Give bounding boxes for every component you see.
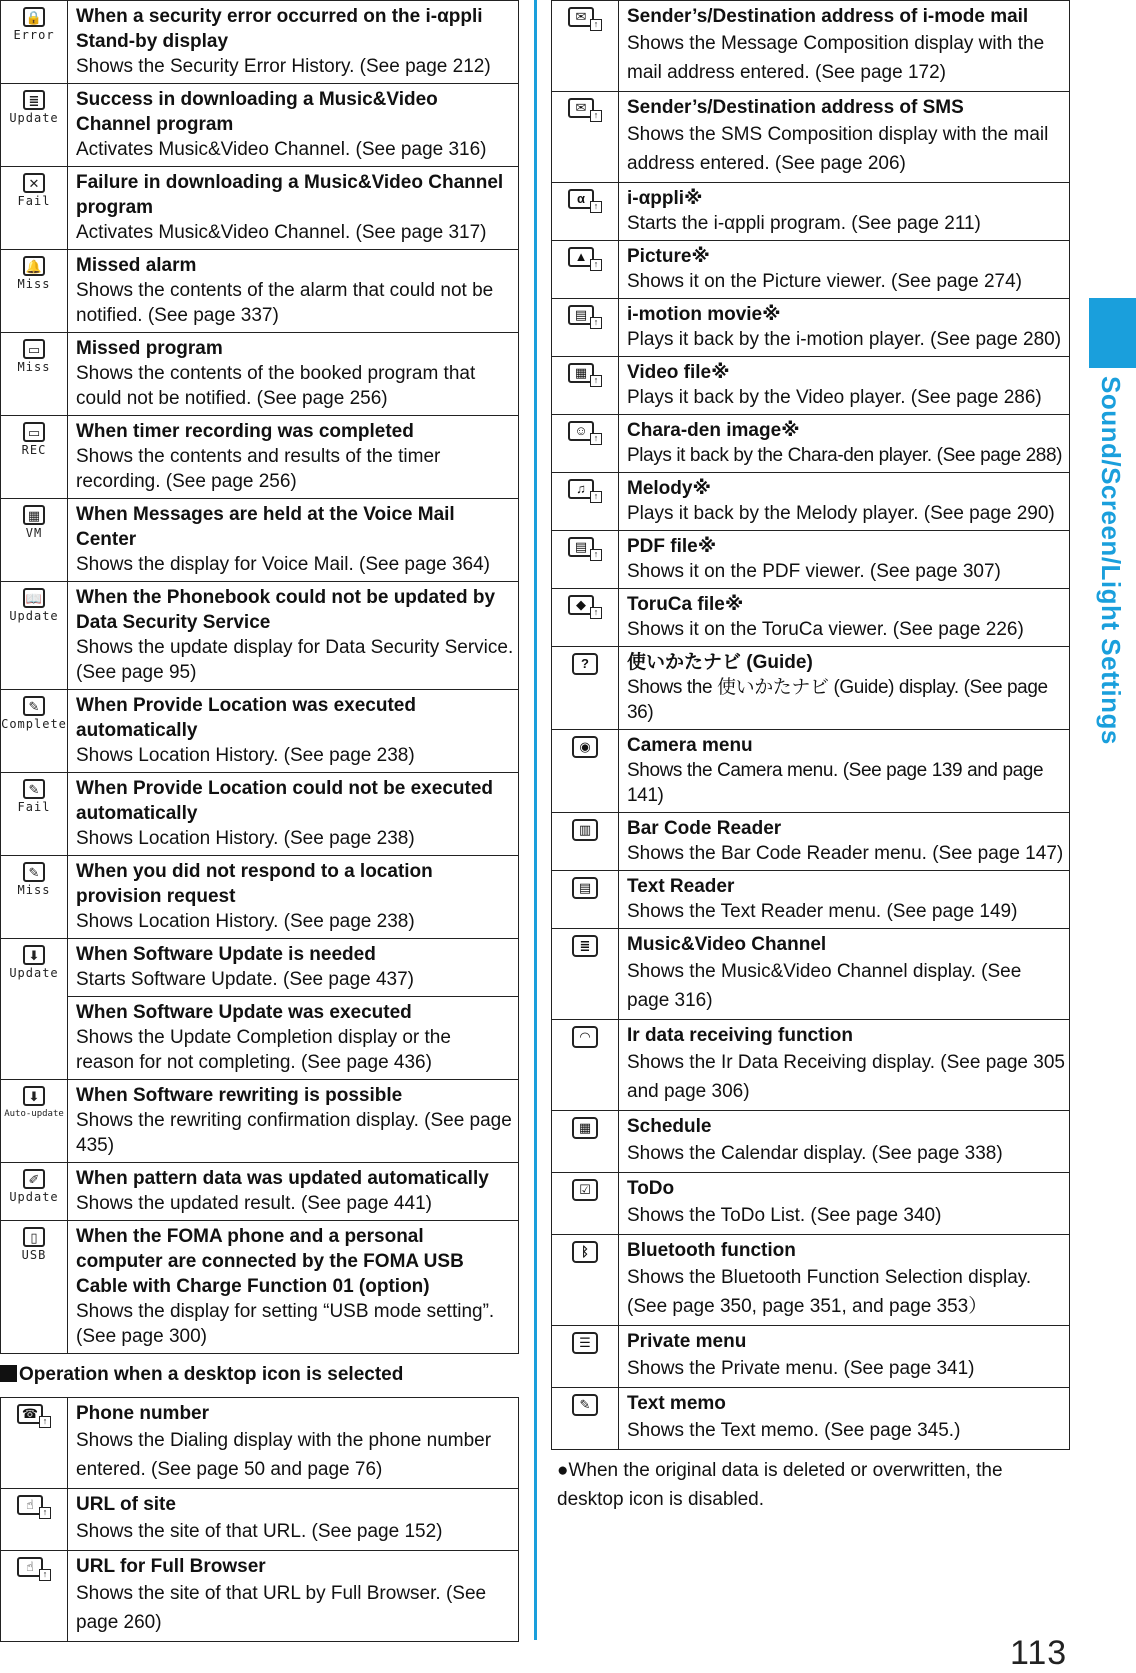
section-heading: Operation when a desktop icon is selected	[0, 1361, 519, 1389]
description-cell	[619, 183, 1070, 241]
chara-den-icon: ☺ ↑	[568, 421, 602, 445]
entry-description: Shows the contents of the alarm that could not be notified. (See page 337)	[76, 280, 494, 326]
description-cell	[619, 299, 1070, 357]
software-update-icon: ⬇ Update	[9, 945, 58, 980]
table-row	[552, 415, 1070, 473]
icon-cell	[1, 582, 68, 690]
entry-description: Shows the Private menu. (See page 341)	[627, 1358, 975, 1379]
entry-description: Shows it on the Picture viewer. (See page 274)	[627, 271, 1023, 292]
entry-description: Plays it back by the i-motion player. (See page 280)	[627, 329, 1062, 350]
location-complete-icon: ✎ Complete	[1, 696, 67, 731]
entry-description: Plays it back by the Melody player. (See page 290)	[627, 503, 1055, 524]
entry-title: Sender’s/Destination address of i-mode mail	[627, 6, 1029, 27]
table-row	[552, 1326, 1070, 1388]
description-cell	[68, 250, 519, 333]
pattern-update-icon: ✐ Update	[9, 1169, 58, 1204]
table-row	[552, 1111, 1070, 1173]
icon-cell	[1, 690, 68, 773]
table-row	[1, 1551, 519, 1642]
entry-title: Success in downloading a Music&Video Channel program	[76, 89, 438, 135]
entry-description: Plays it back by the Video player. (See page 286)	[627, 387, 1042, 408]
description-cell	[619, 647, 1070, 730]
entry-title: When pattern data was updated automatically	[76, 1168, 489, 1189]
table-row	[1, 167, 519, 250]
schedule-icon: ▦	[572, 1117, 598, 1139]
entry-title: When timer recording was completed	[76, 421, 414, 442]
description-cell	[619, 871, 1070, 929]
table-row	[1, 1221, 519, 1354]
entry-description: Shows the updated result. (See page 441)	[76, 1193, 432, 1214]
table-row	[552, 241, 1070, 299]
description-cell	[68, 84, 519, 167]
entry-description: Shows the Update Completion display or the reason for not completing. (See page 436)	[76, 1027, 451, 1073]
icon-cell	[552, 1388, 619, 1450]
entry-description: Shows the Bar Code Reader menu. (See page 147)	[627, 843, 1064, 864]
description-cell	[619, 1173, 1070, 1235]
bluetooth-icon: ᛒ	[572, 1241, 598, 1263]
table-row	[552, 647, 1070, 730]
icon-cell	[552, 531, 619, 589]
entry-title: i-αppli※	[627, 188, 703, 209]
entry-description: Shows the Calendar display. (See page 338)	[627, 1143, 1003, 1164]
desktop-icon-table-left	[0, 1397, 519, 1642]
description-cell	[68, 997, 519, 1080]
entry-title: When you did not respond to a location provision request	[76, 861, 433, 907]
entry-description: Shows the ToDo List. (See page 340)	[627, 1205, 942, 1226]
table-row	[552, 183, 1070, 241]
description-cell	[68, 1398, 519, 1489]
melody-icon: ♫ ↑	[568, 479, 602, 503]
description-cell	[619, 531, 1070, 589]
icon-cell	[552, 473, 619, 531]
entry-title: Text memo	[627, 1393, 726, 1414]
entry-description: Shows Location History. (See page 238)	[76, 745, 415, 766]
table-row	[1, 499, 519, 582]
table-row	[552, 871, 1070, 929]
table-row	[1, 856, 519, 939]
table-row	[552, 357, 1070, 415]
todo-icon: ☑	[572, 1179, 598, 1201]
entry-title: Ir data receiving function	[627, 1025, 853, 1046]
entry-title: ToDo	[627, 1178, 675, 1199]
rec-icon: ▭ REC	[22, 422, 47, 457]
icon-cell	[1, 773, 68, 856]
entry-title: When Software Update was executed	[76, 1002, 412, 1023]
table-row	[552, 813, 1070, 871]
missed-program-icon: ▭ Miss	[18, 339, 51, 374]
icon-cell	[552, 871, 619, 929]
entry-description: Shows the Bluetooth Function Selection display. (See page 350, page 351, and page 353）	[627, 1267, 1032, 1317]
entry-description: Shows the Ir Data Receiving display. (See page 305 and page 306)	[627, 1052, 1065, 1102]
description-cell	[619, 1111, 1070, 1173]
private-menu-icon: ☰	[572, 1332, 598, 1354]
entry-description: Starts Software Update. (See page 437)	[76, 969, 414, 990]
description-cell	[619, 1, 1070, 92]
entry-description: Shows the rewriting confirmation display. (See page 435)	[76, 1110, 512, 1156]
icon-cell	[1, 856, 68, 939]
description-cell	[619, 813, 1070, 871]
icon-cell	[1, 250, 68, 333]
entry-description: Shows it on the PDF viewer. (See page 307)	[627, 561, 1001, 582]
table-row	[552, 473, 1070, 531]
description-cell	[68, 1221, 519, 1354]
entry-description: Shows the contents of the booked program that could not be notified. (See page 256)	[76, 363, 476, 409]
description-cell	[68, 1163, 519, 1221]
table-row	[1, 1163, 519, 1221]
description-cell	[619, 1235, 1070, 1326]
ir-data-icon: ◠	[572, 1026, 598, 1048]
entry-title: Camera menu	[627, 735, 753, 756]
location-miss-icon: ✎ Miss	[18, 862, 51, 897]
description-cell	[68, 167, 519, 250]
description-cell	[619, 473, 1070, 531]
table-row	[552, 929, 1070, 1020]
imotion-icon: ▤ ↑	[568, 305, 602, 329]
description-cell	[68, 773, 519, 856]
missed-alarm-icon: 🔔 Miss	[18, 256, 51, 291]
table-row	[1, 1489, 519, 1551]
icon-cell	[1, 1163, 68, 1221]
url-site-icon: ☝ ↑	[17, 1495, 51, 1519]
table-row	[1, 1, 519, 84]
entry-description: Shows it on the ToruCa viewer. (See page 226)	[627, 619, 1024, 640]
url-full-browser-icon: ☝ ↑	[17, 1557, 51, 1581]
icon-cell	[552, 1173, 619, 1235]
entry-title: PDF file※	[627, 536, 717, 557]
description-cell	[68, 416, 519, 499]
icon-cell	[1, 1221, 68, 1354]
phone-number-icon: ☎ ↑	[17, 1404, 51, 1428]
page-number: 113	[1010, 1634, 1068, 1672]
description-cell	[619, 730, 1070, 813]
error-icon: 🔒 Error	[13, 7, 54, 42]
entry-description: Shows Location History. (See page 238)	[76, 828, 415, 849]
icon-cell	[552, 1235, 619, 1326]
entry-description: Shows the Text memo. (See page 345.)	[627, 1420, 961, 1441]
table-row	[552, 1388, 1070, 1450]
icon-cell	[552, 647, 619, 730]
voice-mail-icon: ▦ VM	[23, 505, 45, 540]
entry-description: Plays it back by the Chara-den player. (See page 288)	[627, 445, 1063, 466]
icon-cell	[1, 1551, 68, 1642]
entry-title: When the FOMA phone and a personal computer are connected by the FOMA USB Cable with Charge Function 01 (option)	[76, 1226, 464, 1297]
description-cell	[619, 357, 1070, 415]
table-row	[1, 250, 519, 333]
picture-icon: ▲ ↑	[568, 247, 602, 271]
entry-description: Shows the Dialing display with the phone number entered. (See page 50 and page 76)	[76, 1430, 492, 1480]
entry-title: Failure in downloading a Music&Video Channel program	[76, 172, 504, 218]
fail-icon: ✕ Fail	[18, 173, 51, 208]
entry-title: When Provide Location could not be executed automatically	[76, 778, 493, 824]
icon-cell	[552, 415, 619, 473]
icon-cell	[1, 333, 68, 416]
icon-cell	[552, 1020, 619, 1111]
desktop-icon-table-right	[551, 0, 1070, 1450]
description-cell	[619, 589, 1070, 647]
table-row	[552, 299, 1070, 357]
entry-title: When Messages are held at the Voice Mail Center	[76, 504, 455, 550]
entry-description: Shows the contents and results of the timer recording. (See page 256)	[76, 446, 441, 492]
icon-cell	[1, 1080, 68, 1163]
entry-title: Missed program	[76, 338, 223, 359]
chapter-tab-marker	[1089, 298, 1136, 368]
entry-title: When Software rewriting is possible	[76, 1085, 403, 1106]
entry-description: Shows the Music&Video Channel display. (See page 316)	[627, 961, 1022, 1011]
iappli-icon: α ↑	[568, 189, 602, 213]
icon-cell	[1, 1489, 68, 1551]
entry-description: Shows the update display for Data Security Service. (See page 95)	[76, 637, 514, 683]
entry-description: Shows the Security Error History. (See page 212)	[76, 56, 491, 77]
description-cell	[68, 1489, 519, 1551]
entry-title: Missed alarm	[76, 255, 197, 276]
update-icon: ≣ Update	[9, 90, 58, 125]
entry-title: ToruCa file※	[627, 594, 744, 615]
icon-cell	[1, 84, 68, 167]
icon-cell	[1, 167, 68, 250]
camera-icon: ◉	[572, 736, 598, 758]
sms-icon: ✉ ↑	[568, 98, 602, 122]
imode-mail-icon: ✉ ↑	[568, 7, 602, 31]
right-column	[551, 0, 1070, 1514]
table-row	[552, 589, 1070, 647]
description-cell	[619, 415, 1070, 473]
table-row	[1, 939, 519, 997]
entry-description: Shows the 使いかたナビ (Guide) display. (See page 36)	[627, 677, 1048, 723]
entry-title: When the Phonebook could not be updated by Data Security Service	[76, 587, 496, 633]
table-row	[552, 1020, 1070, 1111]
music-video-icon: ≣	[572, 935, 598, 957]
table-row	[552, 1235, 1070, 1326]
table-row	[1, 1398, 519, 1489]
table-row	[1, 690, 519, 773]
entry-title: When Software Update is needed	[76, 944, 376, 965]
description-cell	[68, 1, 519, 84]
pdf-icon: ▤ ↑	[568, 537, 602, 561]
icon-cell	[1, 1, 68, 84]
entry-title: Phone number	[76, 1403, 210, 1424]
description-cell	[619, 1020, 1070, 1111]
icon-cell	[552, 730, 619, 813]
auto-update-icon: ⬇ Auto-update	[4, 1086, 64, 1121]
icon-cell	[552, 241, 619, 299]
entry-title: URL of site	[76, 1494, 176, 1515]
icon-cell	[552, 929, 619, 1020]
icon-cell	[1, 416, 68, 499]
icon-cell	[552, 1111, 619, 1173]
description-cell	[68, 939, 519, 997]
table-row	[1, 997, 519, 1080]
icon-cell	[1, 1398, 68, 1489]
phonebook-update-icon: 📖 Update	[9, 588, 58, 623]
entry-title: Melody※	[627, 478, 711, 499]
toruca-icon: ◆ ↑	[568, 595, 602, 619]
entry-description: Shows the site of that URL. (See page 152)	[76, 1521, 443, 1542]
location-fail-icon: ✎ Fail	[18, 779, 51, 814]
entry-description: Shows the site of that URL by Full Browser. (See page 260)	[76, 1583, 487, 1633]
table-row	[552, 1173, 1070, 1235]
description-cell	[68, 1080, 519, 1163]
section-square-icon	[0, 1365, 17, 1382]
description-cell	[619, 1388, 1070, 1450]
table-row	[1, 582, 519, 690]
usb-icon: ▯ USB	[22, 1227, 47, 1262]
description-cell	[68, 856, 519, 939]
description-cell	[619, 241, 1070, 299]
entry-title: Text Reader	[627, 876, 735, 897]
description-cell	[68, 582, 519, 690]
entry-title: URL for Full Browser	[76, 1556, 266, 1577]
entry-title: Chara-den image※	[627, 420, 800, 441]
left-column	[0, 0, 519, 1642]
entry-title: Bluetooth function	[627, 1240, 796, 1261]
entry-title: Schedule	[627, 1116, 712, 1137]
standby-icon-table	[0, 0, 519, 1354]
entry-description: Shows the Message Composition display with the mail address entered. (See page 172)	[627, 33, 1045, 83]
entry-description: Shows Location History. (See page 238)	[76, 911, 415, 932]
entry-title: When a security error occurred on the i-αppli Stand-by display	[76, 6, 483, 52]
entry-description: Shows the Text Reader menu. (See page 149)	[627, 901, 1018, 922]
note-text: ●When the original data is deleted or overwritten, the desktop icon is disabled.	[557, 1460, 1003, 1510]
icon-cell	[552, 357, 619, 415]
table-row	[1, 773, 519, 856]
entry-description: Activates Music&Video Channel. (See page 317)	[76, 222, 487, 243]
description-cell	[68, 690, 519, 773]
bar-code-icon: ▥	[572, 819, 598, 841]
entry-description: Shows the display for Voice Mail. (See page 364)	[76, 554, 491, 575]
column-divider-line	[534, 0, 537, 1640]
table-row	[552, 1, 1070, 92]
entry-description: Activates Music&Video Channel. (See page 316)	[76, 139, 487, 160]
entry-description: Shows the SMS Composition display with the mail address entered. (See page 206)	[627, 124, 1049, 174]
icon-cell	[552, 92, 619, 183]
table-row	[1, 416, 519, 499]
icon-cell	[1, 939, 68, 1080]
chapter-title: Sound/Screen/Light Settings	[1096, 376, 1126, 745]
entry-title: Sender’s/Destination address of SMS	[627, 97, 964, 118]
table-row	[552, 730, 1070, 813]
description-cell	[68, 499, 519, 582]
icon-cell	[552, 813, 619, 871]
table-row	[1, 84, 519, 167]
description-cell	[68, 333, 519, 416]
entry-title: Bar Code Reader	[627, 818, 782, 839]
table-row	[1, 1080, 519, 1163]
description-cell	[68, 1551, 519, 1642]
entry-description: Starts the i-αppli program. (See page 211)	[627, 213, 981, 234]
entry-title: Video file※	[627, 362, 730, 383]
description-cell	[619, 92, 1070, 183]
icon-cell	[552, 1, 619, 92]
entry-title: Music&Video Channel	[627, 934, 827, 955]
table-row	[1, 333, 519, 416]
icon-cell	[552, 183, 619, 241]
text-reader-icon: ▤	[572, 877, 598, 899]
entry-description: Shows the Camera menu. (See page 139 and page 141)	[627, 760, 1044, 806]
text-memo-icon: ✎	[572, 1394, 598, 1416]
table-row	[552, 92, 1070, 183]
entry-title: i-motion movie※	[627, 304, 781, 325]
entry-description: Shows the display for setting “USB mode setting”. (See page 300)	[76, 1301, 495, 1347]
table-row	[552, 531, 1070, 589]
icon-cell	[552, 589, 619, 647]
entry-title: 使いかたナビ (Guide)	[627, 652, 813, 673]
icon-cell	[1, 499, 68, 582]
entry-title: When Provide Location was executed automatically	[76, 695, 416, 741]
entry-title: Picture※	[627, 246, 710, 267]
entry-title: Private menu	[627, 1331, 747, 1352]
icon-cell	[552, 299, 619, 357]
description-cell	[619, 1326, 1070, 1388]
icon-cell	[552, 1326, 619, 1388]
guide-icon: ?	[572, 653, 598, 675]
video-file-icon: ▦ ↑	[568, 363, 602, 387]
description-cell	[619, 929, 1070, 1020]
